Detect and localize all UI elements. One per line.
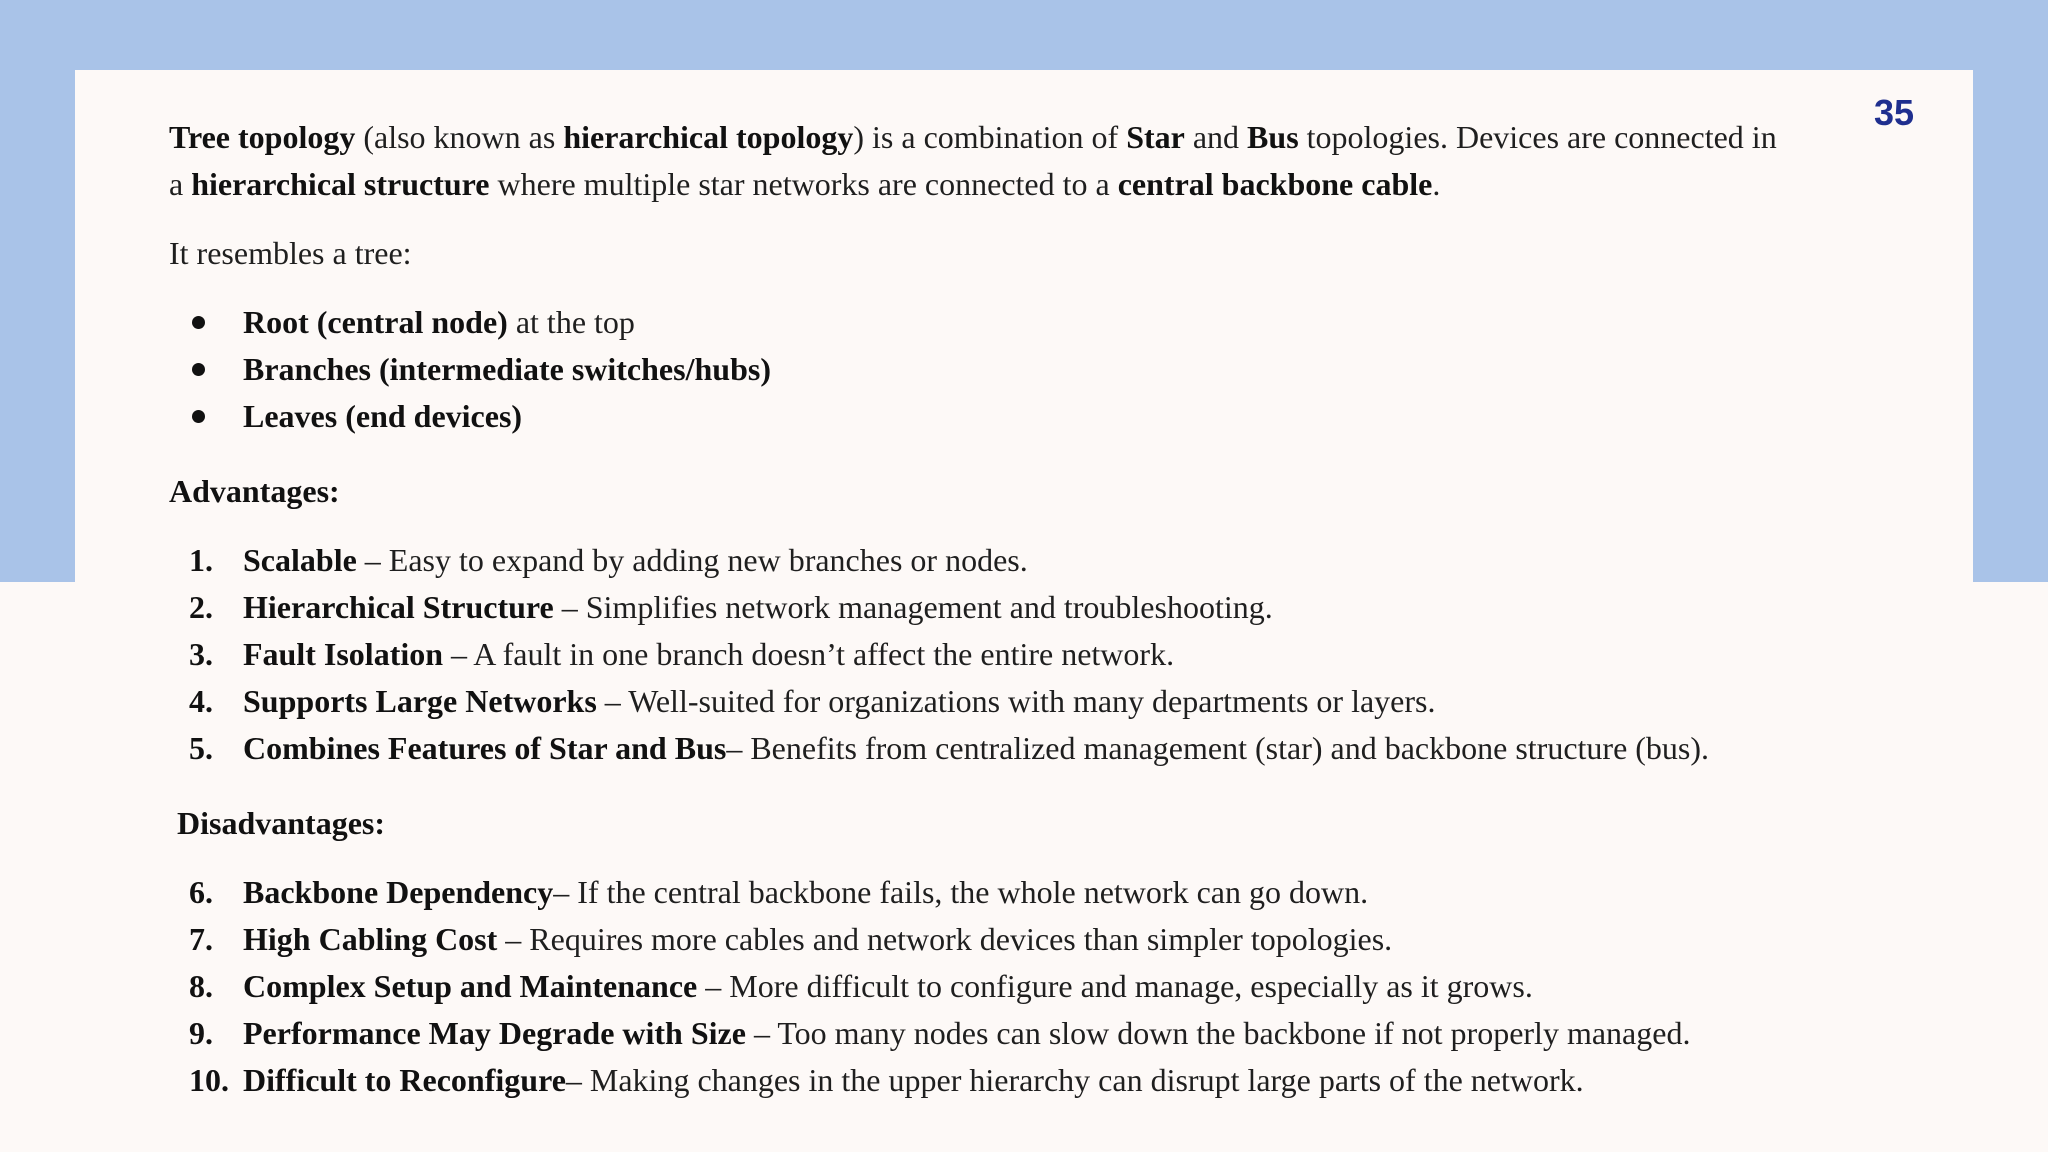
list-item-number: 7.	[189, 921, 213, 957]
list-item-term: Complex Setup and Maintenance	[243, 968, 698, 1004]
list-item	[169, 537, 1889, 584]
bullet-icon	[192, 316, 205, 329]
intro-term-hierarchical-topology: hierarchical topology	[563, 119, 854, 155]
intro-text: (also known as	[355, 119, 564, 155]
list-item-number: 1.	[189, 542, 213, 578]
list-item	[169, 584, 1889, 631]
intro-text: ) is a combination of	[853, 119, 1127, 155]
bullet-icon	[192, 410, 205, 423]
list-item	[169, 963, 1889, 1010]
list-item-text: – Too many nodes can slow down the backbone if not properly managed.	[745, 1015, 1691, 1051]
intro-term-star: Star	[1126, 119, 1185, 155]
list-item-number: 10.	[189, 1062, 229, 1098]
resembles-text: It resembles a tree:	[169, 235, 412, 271]
slide-body	[169, 114, 1889, 1104]
list-item-term: Fault Isolation	[243, 636, 444, 672]
slide-background-band-top	[0, 0, 2048, 70]
intro-text: .	[1432, 166, 1441, 202]
list-item-term: Combines Features of Star and Bus	[243, 730, 727, 766]
slide-background-band-left	[0, 70, 75, 582]
advantages-heading: Advantages:	[169, 473, 340, 509]
intro-text: and	[1184, 119, 1248, 155]
list-item-text: – Requires more cables and network devices than simpler topologies.	[497, 921, 1393, 957]
list-item-term: Root (central node)	[243, 304, 508, 340]
list-item-text: – Easy to expand by adding new branches or nodes.	[356, 542, 1028, 578]
list-item-text: – Simplifies network management and troubleshooting.	[553, 589, 1273, 625]
list-item-term: Branches (intermediate switches/hubs)	[243, 351, 771, 387]
list-item-number: 3.	[189, 636, 213, 672]
list-item-term: High Cabling Cost	[243, 921, 498, 957]
list-item-term: Scalable	[243, 542, 357, 578]
list-item-number: 2.	[189, 589, 213, 625]
list-item-term: Supports Large Networks	[243, 683, 597, 719]
list-item-number: 4.	[189, 683, 213, 719]
intro-text: a	[169, 166, 192, 202]
bullet-icon	[192, 363, 205, 376]
list-item	[169, 299, 1889, 346]
list-item-text: – A fault in one branch doesn’t affect the entire network.	[443, 636, 1175, 672]
intro-term-hierarchical-structure: hierarchical structure	[191, 166, 490, 202]
list-item-number: 6.	[189, 874, 213, 910]
list-item-text: – If the central backbone fails, the whole network can go down.	[553, 874, 1369, 910]
list-item-term: Backbone Dependency	[243, 874, 554, 910]
list-item-text: – Making changes in the upper hierarchy can disrupt large parts of the network.	[565, 1062, 1584, 1098]
page-number: 35	[1874, 92, 1915, 133]
list-item	[169, 346, 1889, 393]
list-item	[169, 678, 1889, 725]
list-item-number: 8.	[189, 968, 213, 1004]
tree-parts-list	[169, 299, 1889, 440]
intro-term-tree-topology: Tree topology	[169, 119, 356, 155]
list-item-term: Hierarchical Structure	[243, 589, 554, 625]
list-item	[169, 393, 1889, 440]
list-item	[169, 725, 1889, 772]
list-item-term: Leaves (end devices)	[243, 398, 523, 434]
list-item-text: – Benefits from centralized management (star) and backbone structure (bus).	[726, 730, 1710, 766]
disadvantages-heading: Disadvantages:	[177, 805, 386, 841]
list-item-term: Performance May Degrade with Size	[243, 1015, 746, 1051]
list-item-text: – More difficult to configure and manage, especially as it grows.	[697, 968, 1533, 1004]
intro-text: where multiple star networks are connected to a	[489, 166, 1118, 202]
intro-paragraph	[169, 114, 1889, 208]
intro-term-central-backbone-cable: central backbone cable	[1117, 166, 1433, 202]
list-item-text: – Well-suited for organizations with many departments or layers.	[596, 683, 1436, 719]
list-item-text: at the top	[507, 304, 635, 340]
slide-background-band-right	[1973, 70, 2048, 582]
disadvantages-list	[169, 869, 1889, 1104]
list-item	[169, 1057, 1889, 1104]
list-item-number: 9.	[189, 1015, 213, 1051]
list-item	[169, 631, 1889, 678]
advantages-list	[169, 537, 1889, 772]
intro-text: topologies. Devices are connected in	[1298, 119, 1777, 155]
list-item	[169, 1010, 1889, 1057]
list-item-term: Difficult to Reconfigure	[243, 1062, 566, 1098]
list-item	[169, 916, 1889, 963]
list-item-number: 5.	[189, 730, 213, 766]
intro-term-bus: Bus	[1247, 119, 1299, 155]
list-item	[169, 869, 1889, 916]
